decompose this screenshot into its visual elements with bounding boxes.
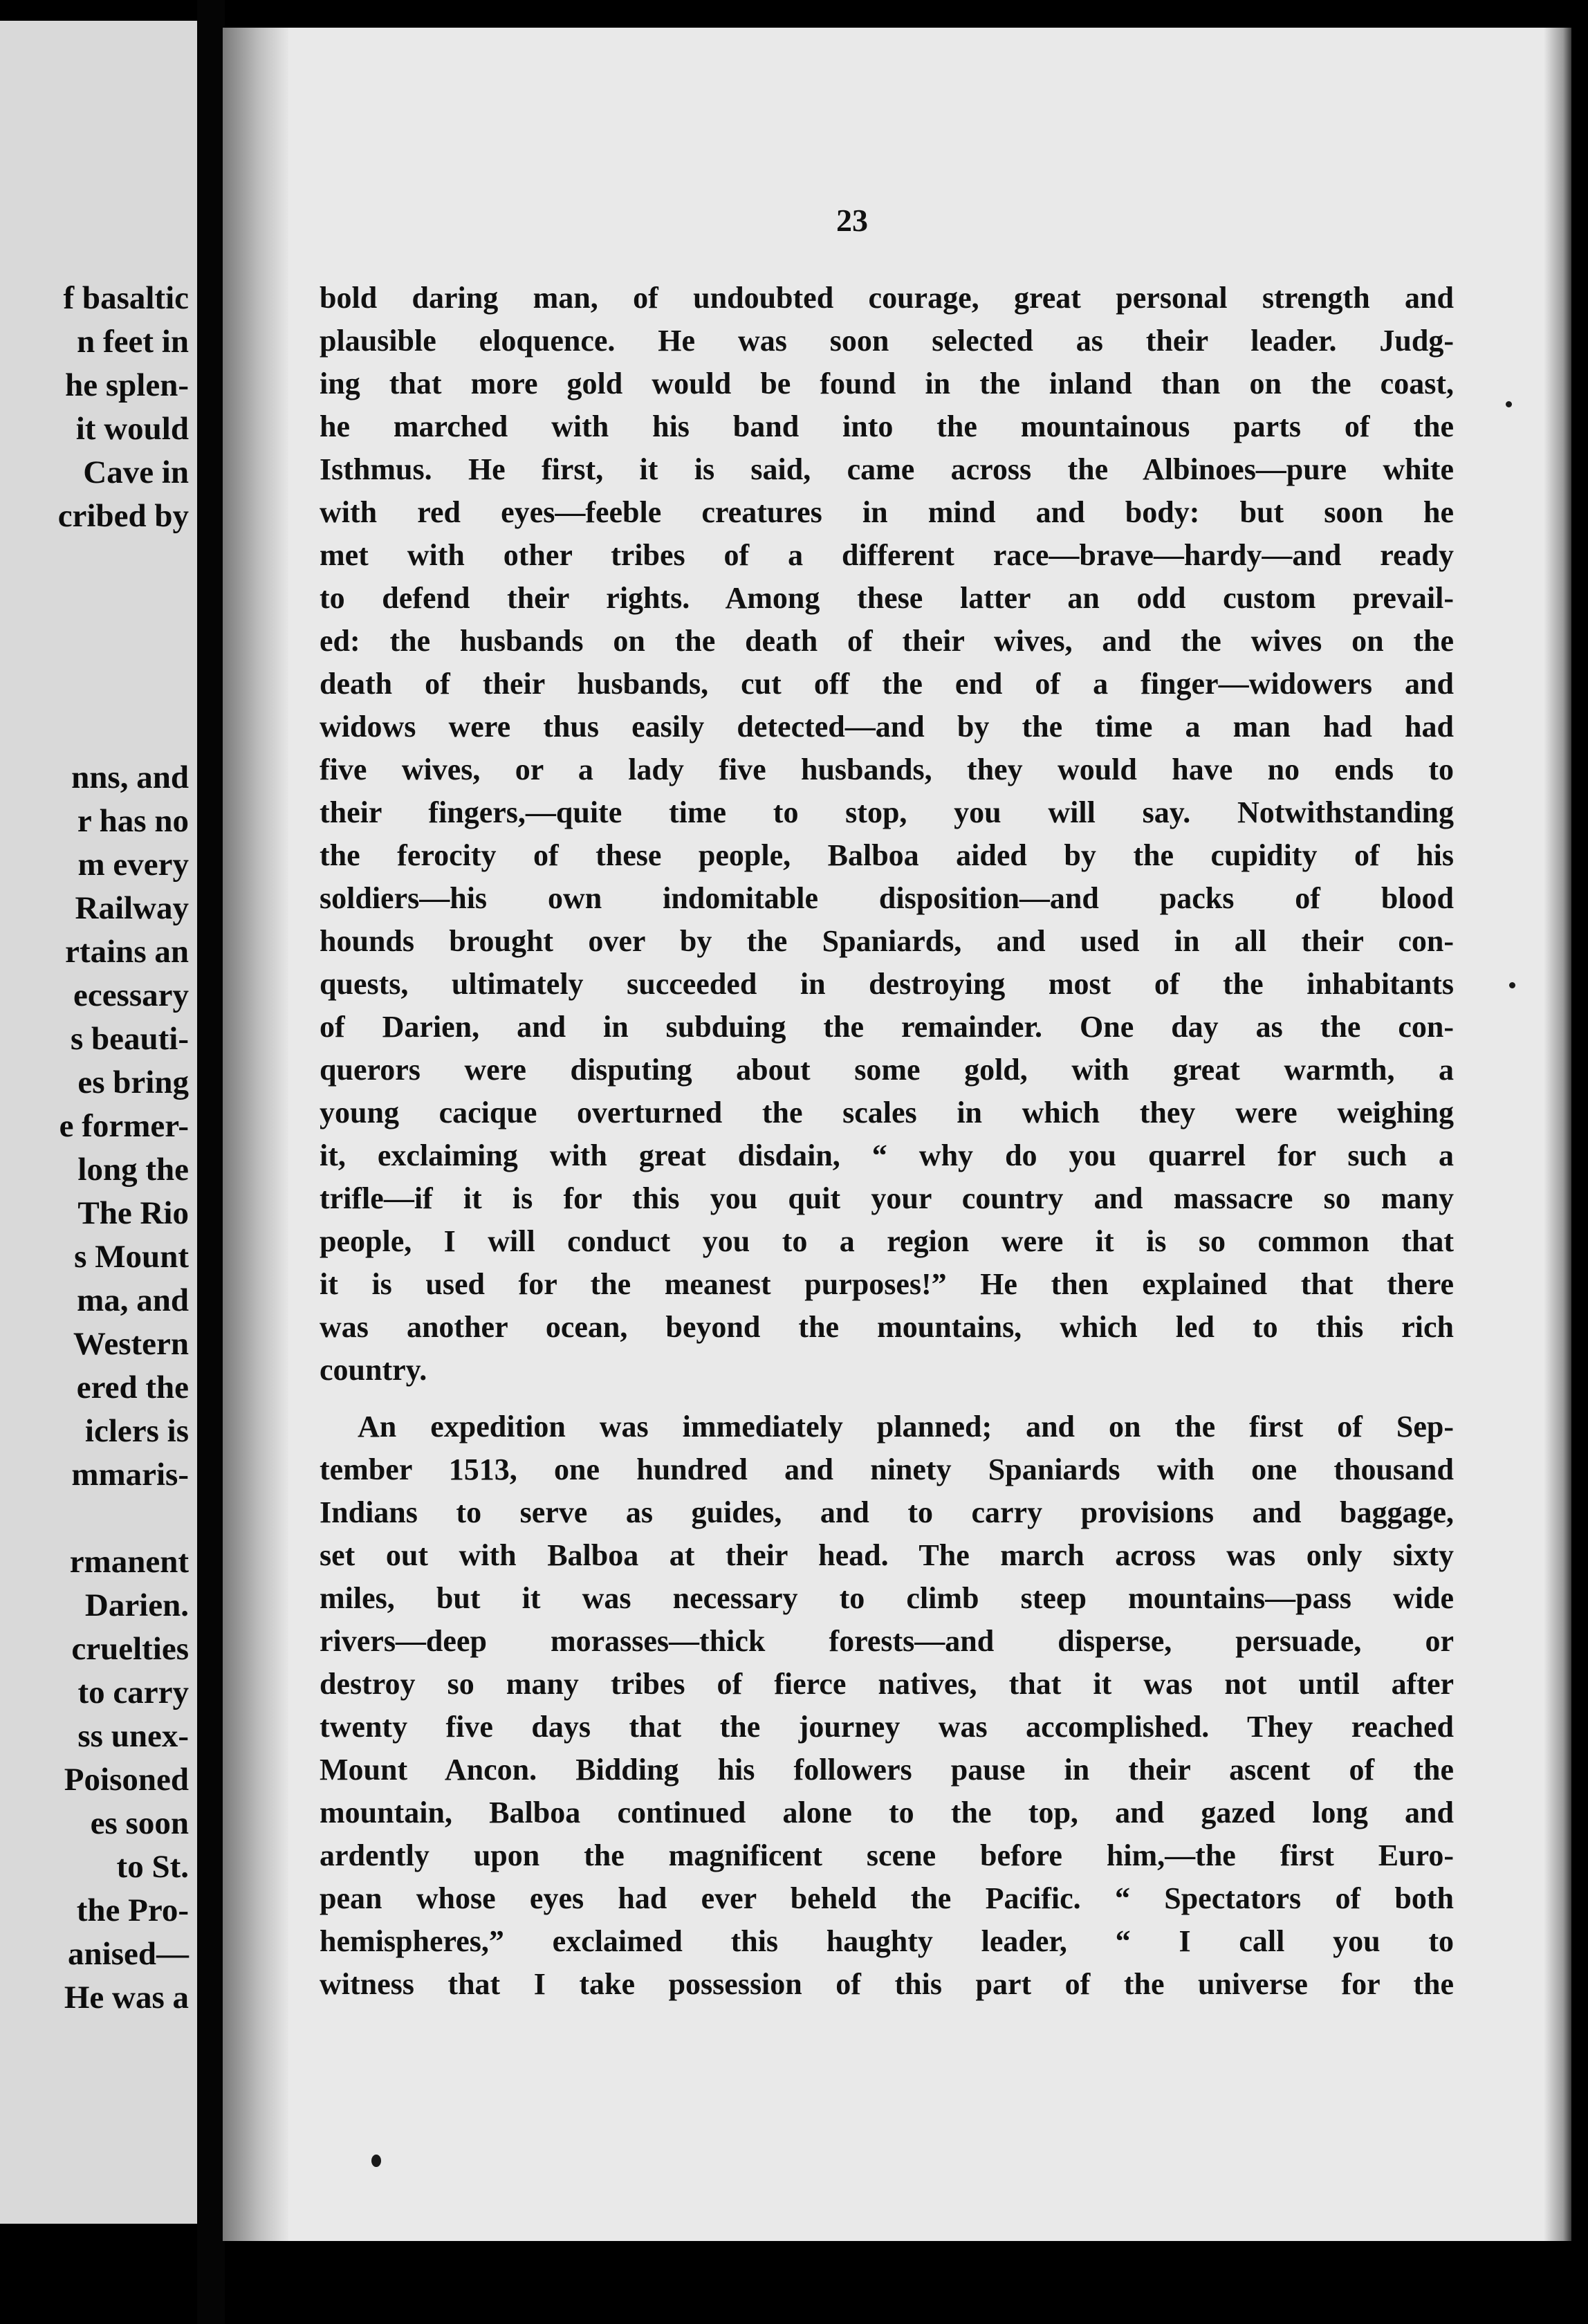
previous-page-line: cribed by <box>57 498 189 534</box>
previous-page-line: anised— <box>68 1936 189 1972</box>
previous-page-line: es soon <box>90 1805 189 1841</box>
previous-page-line: to carry <box>77 1675 189 1710</box>
previous-page-line: Poisoned <box>64 1762 189 1798</box>
text-line: Indians to serve as guides, and to carry provisions and baggage, <box>320 1495 1454 1529</box>
text-line: pean whose eyes had ever beheld the Pacific. “ Spectators of both <box>320 1881 1454 1915</box>
text-line: Isthmus. He first, it is said, came across the Albinoes—pure white <box>320 452 1454 486</box>
paragraph-gap <box>320 1392 1454 1405</box>
previous-page-line <box>58 625 189 669</box>
previous-page-line: iclers is <box>84 1413 189 1449</box>
previous-page-line <box>58 582 189 625</box>
previous-page-line: Western <box>73 1326 189 1362</box>
previous-page-line: cruelties <box>71 1631 189 1667</box>
previous-page-line: he splen- <box>65 367 189 403</box>
text-line: it is used for the meanest purposes!” He then explained that there <box>320 1267 1454 1301</box>
text-line: tember 1513, one hundred and ninety Spaniards with one thousand <box>320 1452 1454 1486</box>
text-line: witness that I take possession of this part of the universe for the <box>320 1967 1454 2001</box>
text-line: miles, but it was necessary to climb steep mountains—pass wide <box>320 1581 1454 1615</box>
text-line: soldiers—his own indomitable disposition—and packs of blood <box>320 881 1454 915</box>
text-line: death of their husbands, cut off the end of a finger—widowers and <box>320 667 1454 701</box>
previous-page-line <box>58 712 189 756</box>
text-line: An expedition was immediately planned; and on the first of Sep- <box>358 1410 1454 1444</box>
previous-page-line <box>58 669 189 712</box>
ink-speck <box>1509 982 1515 988</box>
text-line: rivers—deep morasses—thick forests—and disperse, persuade, or <box>320 1624 1454 1658</box>
text-line: was another ocean, beyond the mountains, which led to this rich <box>320 1310 1454 1344</box>
ink-speck <box>1506 401 1512 407</box>
previous-page-line: long the <box>77 1152 189 1188</box>
text-line: met with other tribes of a different race—brave—hardy—and ready <box>320 538 1454 572</box>
previous-page-line <box>58 538 189 582</box>
text-line: widows were thus easily detected—and by the time a man had had <box>320 710 1454 744</box>
previous-page-line: s beauti- <box>70 1021 189 1057</box>
text-line: mountain, Balboa continued alone to the top, and gazed long and <box>320 1796 1454 1829</box>
previous-page-line: nns, and <box>71 759 189 795</box>
previous-page-text <box>58 277 189 2020</box>
text-line: bold daring man, of undoubted courage, great personal strength and <box>320 281 1454 315</box>
text-line: ed: the husbands on the death of their wives, and the wives on the <box>320 624 1454 658</box>
previous-page-line: The Rio <box>77 1195 189 1231</box>
text-line: twenty five days that the journey was accomplished. They reached <box>320 1710 1454 1744</box>
text-line: quests, ultimately succeeded in destroying most of the inhabitants <box>320 967 1454 1001</box>
previous-page-line: n feet in <box>77 324 189 360</box>
previous-page-line: Cave in <box>83 454 189 490</box>
page-edge-shadow <box>1544 28 1571 2241</box>
text-line: he marched with his band into the mountainous parts of the <box>320 409 1454 443</box>
text-line: of Darien, and in subduing the remainder. One day as the con- <box>320 1010 1454 1044</box>
text-line: querors were disputing about some gold, with great warmth, a <box>320 1053 1454 1087</box>
text-line: set out with Balboa at their head. The march across was only sixty <box>320 1538 1454 1572</box>
text-line: hemispheres,” exclaimed this haughty leader, “ I call you to <box>320 1924 1454 1958</box>
previous-page-fragment <box>0 21 197 2224</box>
text-line: the ferocity of these people, Balboa aided by the cupidity of his <box>320 838 1454 872</box>
previous-page-line: Railway <box>75 890 189 926</box>
text-line: hounds brought over by the Spaniards, and used in all their con- <box>320 924 1454 958</box>
previous-page-line: He was a <box>64 1980 189 2016</box>
previous-page-line: s Mount <box>74 1239 189 1275</box>
book-page <box>223 28 1571 2241</box>
text-line: their fingers,—quite time to stop, you will say. Notwithstanding <box>320 795 1454 829</box>
previous-page-line: to St. <box>116 1849 189 1885</box>
text-line: destroy so many tribes of fierce natives, that it was not until after <box>320 1667 1454 1701</box>
previous-page-line: the Pro- <box>76 1892 189 1928</box>
page-binding-shadow <box>223 28 288 2241</box>
previous-page-line: r has no <box>77 803 189 839</box>
text-line: ing that more gold would be found in the inland than on the coast, <box>320 367 1454 400</box>
previous-page-line: Darien. <box>84 1587 189 1623</box>
ink-speck <box>371 2155 381 2167</box>
previous-page-line: ss unex- <box>77 1718 189 1754</box>
text-line: ardently upon the magnificent scene before him,—the first Euro- <box>320 1838 1454 1872</box>
previous-page-line: e former- <box>59 1108 189 1144</box>
text-line: Mount Ancon. Bidding his followers pause in their ascent of the <box>320 1753 1454 1787</box>
book-gutter <box>197 0 225 2324</box>
text-line: it, exclaiming with great disdain, “ why do you quarrel for such a <box>320 1138 1454 1172</box>
text-line: with red eyes—feeble creatures in mind and body: but soon he <box>320 495 1454 529</box>
page-body-text <box>320 277 1454 2006</box>
previous-page-line: rmanent <box>69 1544 189 1580</box>
text-line: trifle—if it is for this you quit your country and massacre so many <box>320 1181 1454 1215</box>
previous-page-line: mmaris- <box>71 1457 189 1493</box>
previous-page-line: ered the <box>76 1370 189 1405</box>
text-line: plausible eloquence. He was soon selected as their leader. Judg- <box>320 324 1454 358</box>
page-number: 23 <box>836 203 868 238</box>
previous-page-line: ma, and <box>77 1282 189 1318</box>
previous-page-line <box>58 1497 189 1540</box>
previous-page-line: m every <box>77 847 189 883</box>
previous-page-line: rtains an <box>65 934 189 970</box>
previous-page-line: ecessary <box>73 977 189 1013</box>
text-line: to defend their rights. Among these latter an odd custom prevail- <box>320 581 1454 615</box>
text-line: people, I will conduct you to a region were it is so common that <box>320 1224 1454 1258</box>
text-line: five wives, or a lady five husbands, they would have no ends to <box>320 753 1454 786</box>
text-line: young cacique overturned the scales in which they were weighing <box>320 1096 1454 1129</box>
text-line: country. <box>320 1353 427 1387</box>
previous-page-line: f basaltic <box>63 280 189 316</box>
previous-page-line: es bring <box>77 1064 189 1100</box>
previous-page-line: it would <box>75 411 189 447</box>
